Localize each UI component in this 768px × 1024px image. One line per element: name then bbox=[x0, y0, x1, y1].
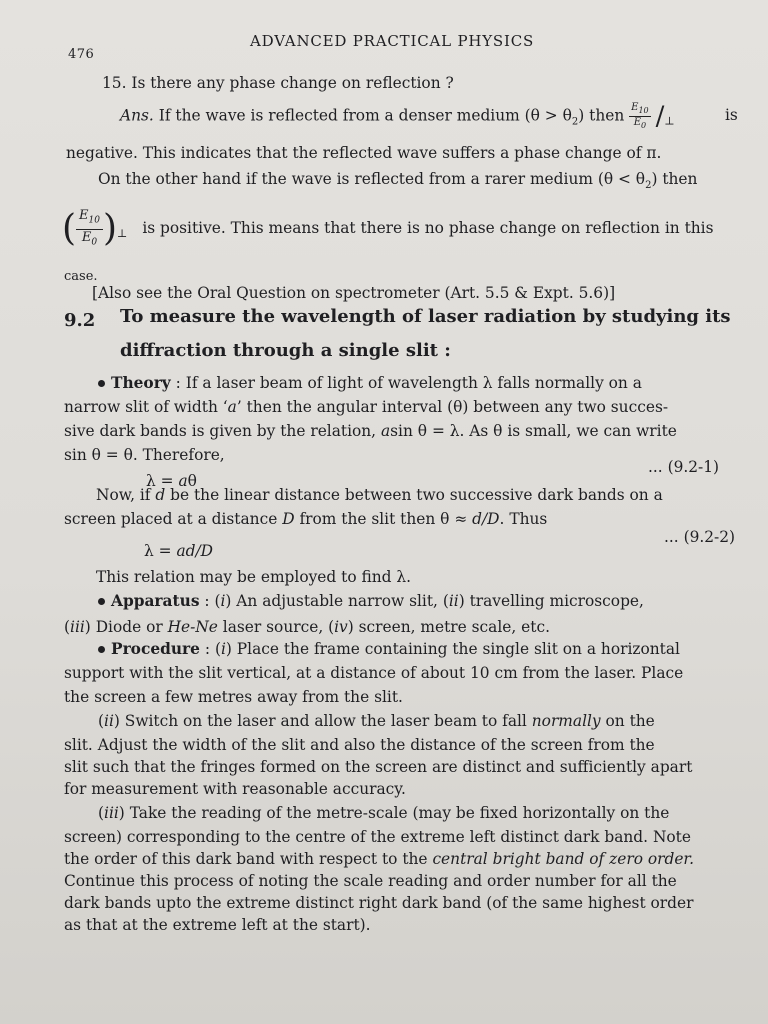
answer-then: ) then bbox=[578, 106, 625, 125]
cross-reference: [Also see the Oral Question on spectrometer (Art. 5.5 & Expt. 5.6)] bbox=[92, 284, 616, 302]
theory-line-5: Now, if d be the linear distance between two successive dark bands on a bbox=[96, 486, 663, 504]
apparatus-line-2: (iii) Diode or He-Ne laser source, (iv) screen, metre scale, etc. bbox=[64, 618, 550, 636]
theory-line-7: This relation may be employed to find λ. bbox=[96, 568, 412, 586]
amplitude-ratio-fraction: $\frac{E_{10}}{E_0}$ bbox=[631, 102, 649, 130]
theory-line-2: narrow slit of width ‘a’ then the angular interval (θ) between any two succes- bbox=[64, 398, 669, 416]
running-header: ADVANCED PRACTICAL PHYSICS bbox=[250, 32, 535, 50]
theory-line-1: Theory : If a laser beam of light of wavelength λ falls normally on a bbox=[98, 372, 642, 394]
question-text: 15. Is there any phase change on reflection ? bbox=[102, 74, 454, 92]
procedure-p3-line-2: screen) corresponding to the centre of the extreme left distinct dark band. Note bbox=[64, 828, 691, 846]
equation-9-2-2: λ = ad/D bbox=[144, 542, 213, 560]
answer-line-3: On the other hand if the wave is reflected from a rarer medium $(\theta < \theta_2)$ then bbox=[98, 170, 698, 192]
procedure-p1-line-2: support with the slit vertical, at a distance of about 10 cm from the laser. Place bbox=[64, 664, 684, 682]
section-number: 9.2 bbox=[64, 310, 96, 331]
page-number: 476 bbox=[68, 47, 95, 62]
bullet-icon bbox=[98, 380, 105, 387]
theory-label: Theory bbox=[111, 374, 171, 392]
bullet-icon bbox=[98, 598, 105, 605]
procedure-p1-line-3: the screen a few metres away from the slit. bbox=[64, 688, 403, 706]
answer-text: If the wave is reflected from a denser medium (θ > θ bbox=[158, 106, 572, 125]
ratio-fraction-perp: $\frac{E_{10}}{E_0}$ bbox=[76, 208, 103, 250]
procedure-p3-line-4: Continue this process of noting the scale reading and order number for all the bbox=[64, 872, 677, 890]
bullet-icon bbox=[98, 646, 105, 653]
answer-label: Ans. bbox=[120, 106, 154, 125]
theta-subscript: 2 bbox=[571, 116, 579, 128]
apparatus-line-1: Apparatus : (i) An adjustable narrow slit, (ii) travelling microscope, bbox=[98, 590, 644, 612]
apparatus-label: Apparatus bbox=[111, 592, 200, 610]
theory-line-3: sive dark bands is given by the relation, asin θ = λ. As θ is small, we can write bbox=[64, 422, 677, 440]
answer-line-1 bbox=[120, 102, 675, 134]
perp-symbol: ⊥ bbox=[664, 114, 675, 128]
procedure-p2-line-3: slit such that the fringes formed on the screen are distinct and sufficiently apart bbox=[64, 758, 693, 776]
procedure-p3-line-3: the order of this dark band with respect to the central bright band of zero order. bbox=[64, 850, 694, 868]
procedure-p2-line-1: (ii) Switch on the laser and allow the laser beam to fall normally on the bbox=[98, 712, 655, 730]
equation-9-2-1: λ = aθ bbox=[146, 472, 197, 490]
procedure-label: Procedure bbox=[111, 640, 200, 658]
answer-line-2: negative. This indicates that the reflected wave suffers a phase change of π. bbox=[66, 144, 662, 162]
procedure-p2-line-2: slit. Adjust the width of the slit and also the distance of the screen from the bbox=[64, 736, 655, 754]
answer-line-5: case. bbox=[64, 269, 98, 284]
procedure-p1-line-1: Procedure : (i) Place the frame containing the single slit on a horizontal bbox=[98, 638, 680, 660]
procedure-p3-line-5: dark bands upto the extreme distinct right dark band (of the same highest order bbox=[64, 894, 694, 912]
procedure-p2-line-4: for measurement with reasonable accuracy. bbox=[64, 780, 406, 798]
question-15 bbox=[102, 72, 454, 94]
theory-line-4: sin θ = θ. Therefore, bbox=[64, 446, 225, 464]
equation-number-1: ... (9.2-1) bbox=[648, 458, 720, 476]
answer-is: is bbox=[725, 106, 738, 124]
procedure-p3-line-1: (iii) Take the reading of the metre-scale (may be fixed horizontally on the bbox=[98, 804, 670, 822]
procedure-p3-line-6: as that at the extreme left at the start). bbox=[64, 916, 371, 934]
answer-line-4: ( $\frac{E_{10}}{E_0})_\perp$ is positive. This means that there is no phase change on reflection in this bbox=[62, 208, 714, 250]
slash-mark: / bbox=[655, 101, 665, 132]
section-title-line-2: diffraction through a single slit : bbox=[120, 340, 451, 361]
equation-number-2: ... (9.2-2) bbox=[664, 528, 736, 546]
section-title-line-1: To measure the wavelength of laser radiation by studying its bbox=[120, 306, 731, 327]
theory-line-6: screen placed at a distance D from the slit then θ ≈ d/D. Thus bbox=[64, 510, 548, 528]
